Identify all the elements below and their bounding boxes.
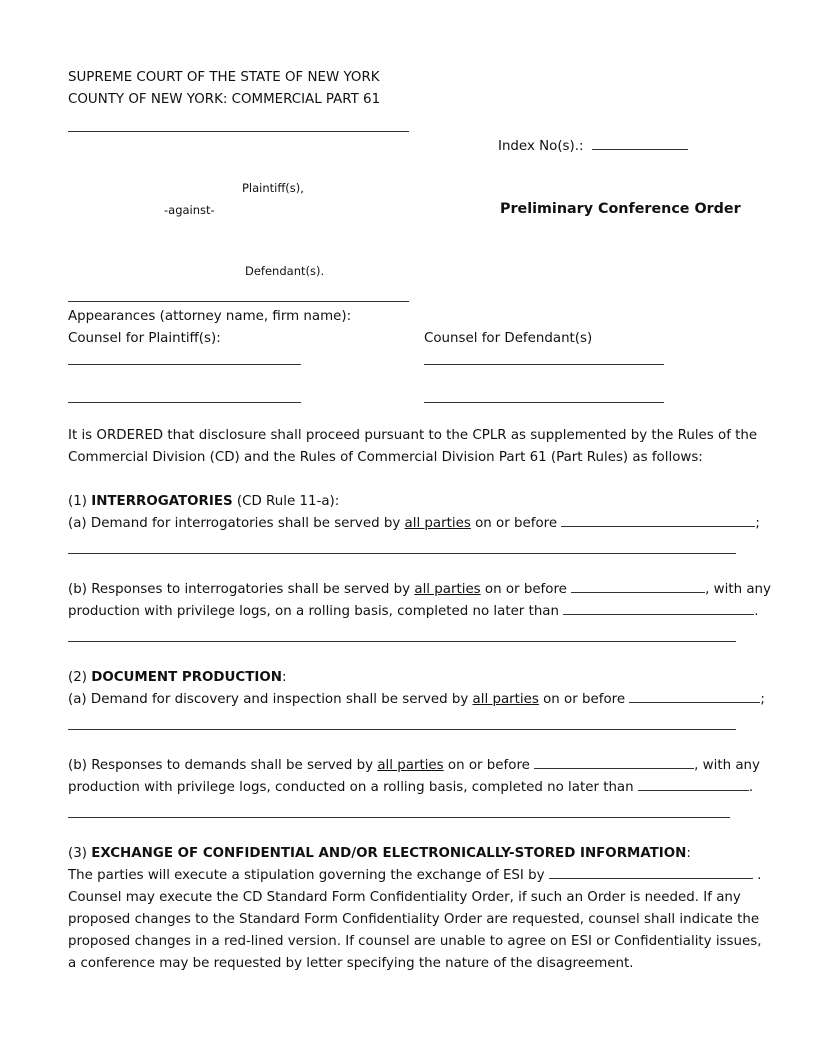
document-title: Preliminary Conference Order [500,201,741,217]
interrogatories-demand-line: (a) Demand for interrogatories shall be served by all parties on or before ; [68,513,760,535]
document-production-title: DOCUMENT PRODUCTION [91,670,282,685]
interrogatories-response-notes-line[interactable] [68,641,736,642]
court-name-line: SUPREME COURT OF THE STATE OF NEW YORK [68,70,380,85]
intro-paragraph-line: It is ORDERED that disclosure shall proceed pursuant to the CPLR as supplemented by the Rules of the [68,428,758,443]
plaintiff-counsel-blank[interactable] [68,364,301,365]
esi-stipulation-date-blank[interactable] [549,865,753,879]
interrogatories-title: INTERROGATORIES [91,494,233,509]
interrogatories-response-date-blank[interactable] [571,579,705,593]
document-response-notes-line[interactable] [68,817,730,818]
esi-stipulation-line: The parties will execute a stipulation governing the exchange of ESI by . [68,865,761,887]
interrogatories-heading: (1) INTERROGATORIES (CD Rule 11-a): [68,494,340,509]
document-production-completion-line: production with privilege logs, conducted on a rolling basis, completed no later than . [68,777,753,799]
interrogatories-demand-date-blank[interactable] [561,513,755,527]
esi-heading: (3) EXCHANGE OF CONFIDENTIAL AND/OR ELECTRONICALLY-STORED INFORMATION: [68,846,691,861]
document-response-date-blank[interactable] [534,755,694,769]
caption-divider-top [68,131,409,132]
plaintiff-label: Plaintiff(s), [242,181,304,195]
defendant-counsel-label: Counsel for Defendant(s) [424,331,593,346]
document-demand-notes-line[interactable] [68,729,736,730]
defendant-counsel-blank[interactable] [424,402,664,403]
document-demand-line: (a) Demand for discovery and inspection shall be served by all parties on or before ; [68,689,765,711]
esi-paragraph-line: proposed changes to the Standard Form Confidentiality Order are requested, counsel shall indicate the [68,912,760,927]
esi-paragraph-line: a conference may be requested by letter specifying the nature of the disagreement. [68,956,634,971]
defendant-label: Defendant(s). [245,264,325,278]
against-label: -against- [164,203,215,217]
esi-paragraph-line: proposed changes in a red-lined version. If counsel are unable to agree on ESI or Confidentiality issues, [68,934,762,949]
index-number-blank[interactable] [592,136,688,150]
defendant-counsel-blank[interactable] [424,364,664,365]
interrogatories-production-line: production with privilege logs, on a rolling basis, completed no later than . [68,601,759,623]
document-demand-date-blank[interactable] [629,689,760,703]
interrogatories-response-line: (b) Responses to interrogatories shall be served by all parties on or before , with any [68,579,771,601]
esi-title: EXCHANGE OF CONFIDENTIAL AND/OR ELECTRONICALLY-STORED INFORMATION [91,846,687,861]
intro-paragraph-line: Commercial Division (CD) and the Rules of Commercial Division Part 61 (Part Rules) as follows: [68,450,703,465]
esi-paragraph-line: Counsel may execute the CD Standard Form Confidentiality Order, if such an Order is needed. If any [68,890,741,905]
document-production-heading: (2) DOCUMENT PRODUCTION: [68,670,287,685]
plaintiff-counsel-label: Counsel for Plaintiff(s): [68,331,221,346]
index-number-field[interactable] [498,136,688,158]
plaintiff-counsel-blank[interactable] [68,402,301,403]
court-county-line: COUNTY OF NEW YORK: COMMERCIAL PART 61 [68,92,381,107]
index-number-label: Index No(s).: [498,139,584,154]
interrogatories-completion-date-blank[interactable] [563,601,754,615]
appearances-heading: Appearances (attorney name, firm name): [68,309,352,324]
document-completion-date-blank[interactable] [638,777,749,791]
interrogatories-demand-notes-line[interactable] [68,553,736,554]
caption-divider-bottom [68,301,409,302]
document-response-line: (b) Responses to demands shall be served by all parties on or before , with any [68,755,760,777]
